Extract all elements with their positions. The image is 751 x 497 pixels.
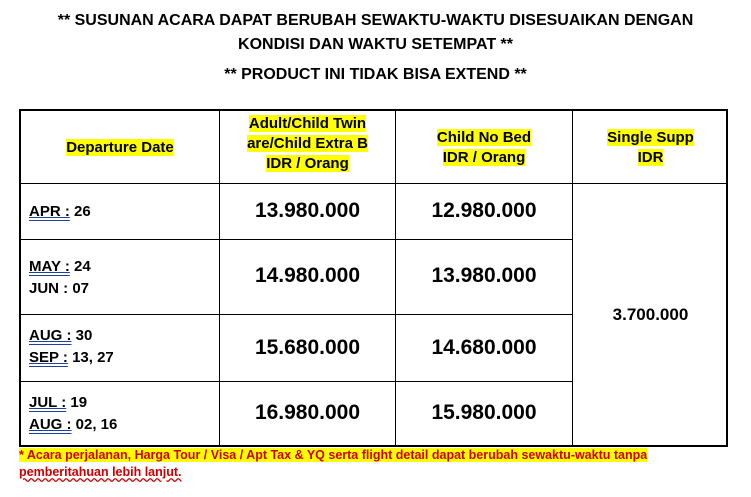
departure-date-row-3: AUG : 30 SEP : 13, 27 <box>29 327 114 366</box>
child-no-bed-price-row-3: 14.680.000 <box>431 336 537 359</box>
row-divider <box>21 381 572 382</box>
adult-price-row-4: 16.980.000 <box>254 401 361 424</box>
departure-date-row-2: MAY : 24 JUN : 07 <box>29 258 91 297</box>
header-single-supp: Single Supp IDR <box>607 129 694 166</box>
departure-date-row-1: APR : 26 <box>29 203 91 220</box>
single-supp-price: 3.700.000 <box>612 305 689 324</box>
notice-line-2: KONDISI DAN WAKTU SETEMPAT ** <box>238 36 513 53</box>
notice-line-1: ** SUSUNAN ACARA DAPAT BERUBAH SEWAKTU-WAKTU DISESUAIKAN DENGAN <box>57 12 694 29</box>
notice-line-3: ** PRODUCT INI TIDAK BISA EXTEND ** <box>224 66 527 83</box>
adult-price-row-1: 13.980.000 <box>254 199 361 222</box>
departure-date-row-4: JUL : 19 AUG : 02, 16 <box>29 394 118 433</box>
row-divider <box>21 183 728 184</box>
footnote-line-1: * Acara perjalanan, Harga Tour / Visa / Apt Tax & YQ serta flight detail dapat berubah sewaktu-waktu tanpa <box>19 448 648 462</box>
footnote <box>19 447 728 481</box>
price-table <box>19 109 728 447</box>
adult-price-row-2: 14.980.000 <box>254 264 361 287</box>
header-adult-twin: Adult/Child Twin are/Child Extra B IDR / Orang <box>247 115 368 172</box>
adult-price-row-3: 15.680.000 <box>254 336 361 359</box>
header-departure-date: Departure Date <box>66 139 174 156</box>
row-divider <box>21 314 572 315</box>
row-divider <box>21 239 572 240</box>
child-no-bed-price-row-1: 12.980.000 <box>431 199 537 222</box>
header-child-no-bed: Child No Bed IDR / Orang <box>436 129 532 166</box>
child-no-bed-price-row-2: 13.980.000 <box>431 264 537 287</box>
footnote-line-2: pemberitahuan lebih lanjut. <box>19 465 182 479</box>
child-no-bed-price-row-4: 15.980.000 <box>431 401 537 424</box>
